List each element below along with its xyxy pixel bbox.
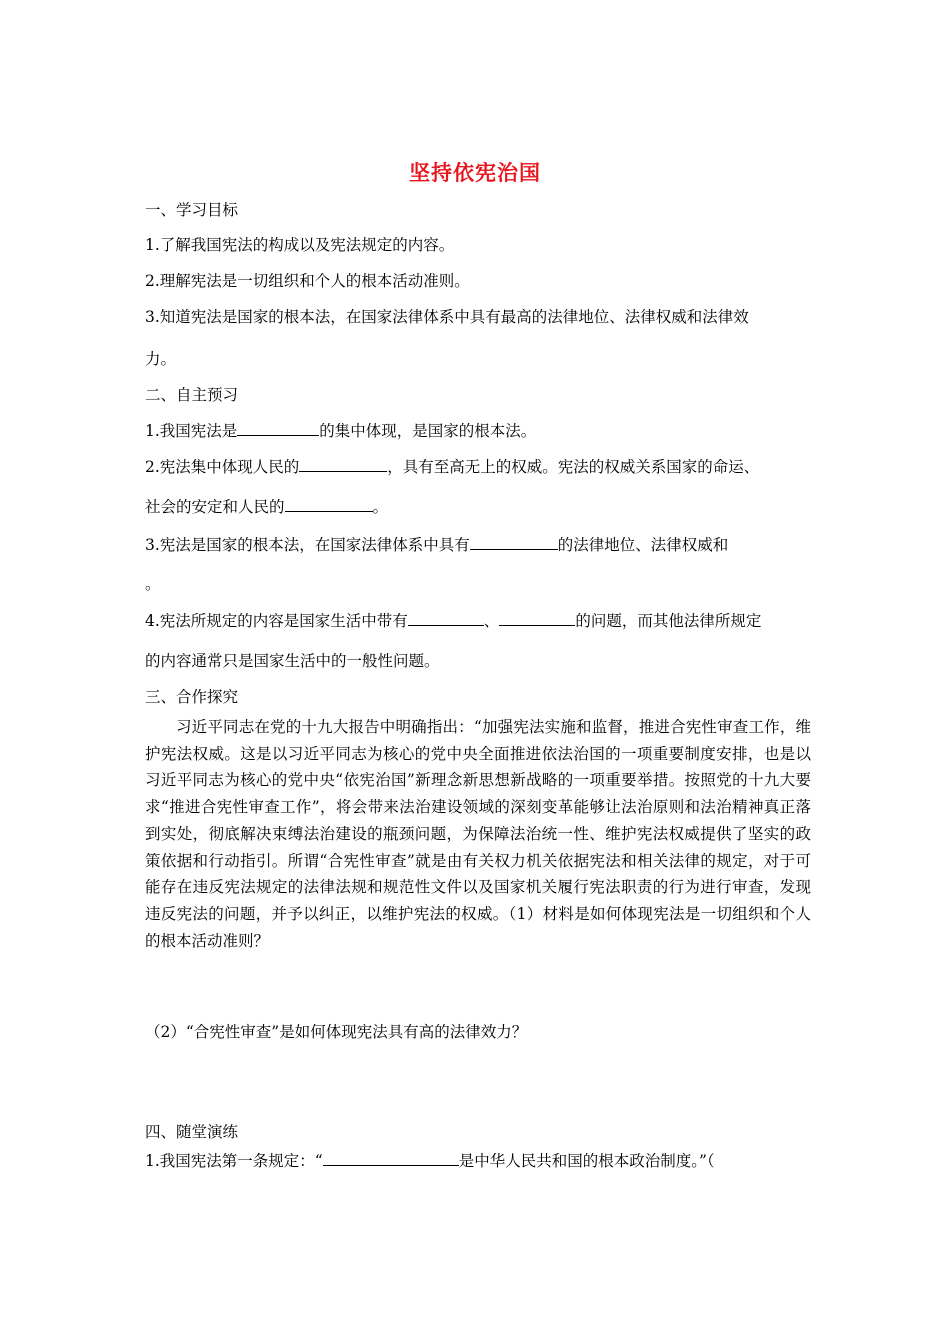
practice-question-1 xyxy=(145,1151,715,1171)
fill-blank[interactable] xyxy=(408,611,484,626)
question-text: ，具有至高无上的权威。宪法的权威关系国家的命运、 xyxy=(387,458,760,476)
question-text: 是中华人民共和国的根本政治制度。”（ xyxy=(458,1152,715,1170)
preview-question-4-continued: 的内容通常只是国家生活中的一般性问题。 xyxy=(145,652,440,670)
section-heading-preview: 二、自主预习 xyxy=(145,386,239,404)
question-text: 1.我国宪法是 xyxy=(145,422,238,440)
preview-question-4 xyxy=(145,611,761,631)
preview-question-1 xyxy=(145,421,536,441)
question-text: 的法律地位、法律权威和 xyxy=(557,536,729,554)
preview-question-2-continued xyxy=(145,497,388,517)
section-heading-goals: 一、学习目标 xyxy=(145,201,239,219)
section-heading-practice: 四、随堂演练 xyxy=(145,1123,239,1141)
question-text: 的集中体现，是国家的根本法。 xyxy=(319,422,537,440)
explore-question-2: （2）“合宪性审查”是如何体现宪法具有高的法律效力？ xyxy=(145,1023,528,1041)
fill-blank[interactable] xyxy=(323,1151,459,1166)
section-heading-explore: 三、合作探究 xyxy=(145,688,239,706)
goal-item-1: 1.了解我国宪法的构成以及宪法规定的内容。 xyxy=(145,236,455,254)
goal-item-2: 2.理解宪法是一切组织和个人的根本活动准则。 xyxy=(145,272,470,290)
goal-item-3-continued: 力。 xyxy=(145,350,177,368)
fill-blank[interactable] xyxy=(499,611,575,626)
fill-blank[interactable] xyxy=(285,497,373,512)
question-text: 的问题，而其他法律所规定 xyxy=(575,612,762,630)
question-text: 、 xyxy=(483,612,500,630)
question-text: 1.我国宪法第一条规定：“ xyxy=(145,1152,323,1170)
question-text: 。 xyxy=(372,498,389,516)
fill-blank[interactable] xyxy=(299,457,387,472)
question-text: 2.宪法集中体现人民的 xyxy=(145,458,300,476)
question-text: 3.宪法是国家的根本法，在国家法律体系中具有 xyxy=(145,536,470,554)
preview-question-3 xyxy=(145,535,728,555)
fill-blank[interactable] xyxy=(470,535,558,550)
question-text: 4.宪法所规定的内容是国家生活中带有 xyxy=(145,612,408,630)
fill-blank[interactable] xyxy=(237,421,319,436)
preview-question-2 xyxy=(145,457,759,477)
question-text: 社会的安定和人民的 xyxy=(145,498,285,516)
document-title: 坚持依宪治国 xyxy=(409,161,541,185)
explore-material-paragraph: 习近平同志在党的十九大报告中明确指出：“加强宪法实施和监督，推进合宪性审查工作，维护宪法权威。这是以习近平同志为核心的党中央全面推进依法治国的一项重要制度安排，也是以习近平同志为核心的党中央“依宪治国”新理念新思想新战略的一项重要举措。按照党的十九大要求“推进合宪性审查工作”，将会带来法治建设领域的深刻变革能够让法治原则和法治精神真正落到实处，彻底解决束缚法治建设的瓶颈问题，为保障法治统一性、维护宪法权威提供了坚实的政策依据和行动指引。所谓“合宪性审查”就是由有关权力机关依据宪法和相关法律的规定，对于可能存在违反宪法规定的法律法规和规范性文件以及国家机关履行宪法职责的行为进行审查，发现违反宪法的问题，并予以纠正，以维护宪法的权威。（1）材料是如何体现宪法是一切组织和个人的根本活动准则？ xyxy=(145,718,811,950)
goal-item-3: 3.知道宪法是国家的根本法，在国家法律体系中具有最高的法律地位、法律权威和法律效 xyxy=(145,308,749,326)
preview-question-3-continued: 。 xyxy=(145,575,161,593)
